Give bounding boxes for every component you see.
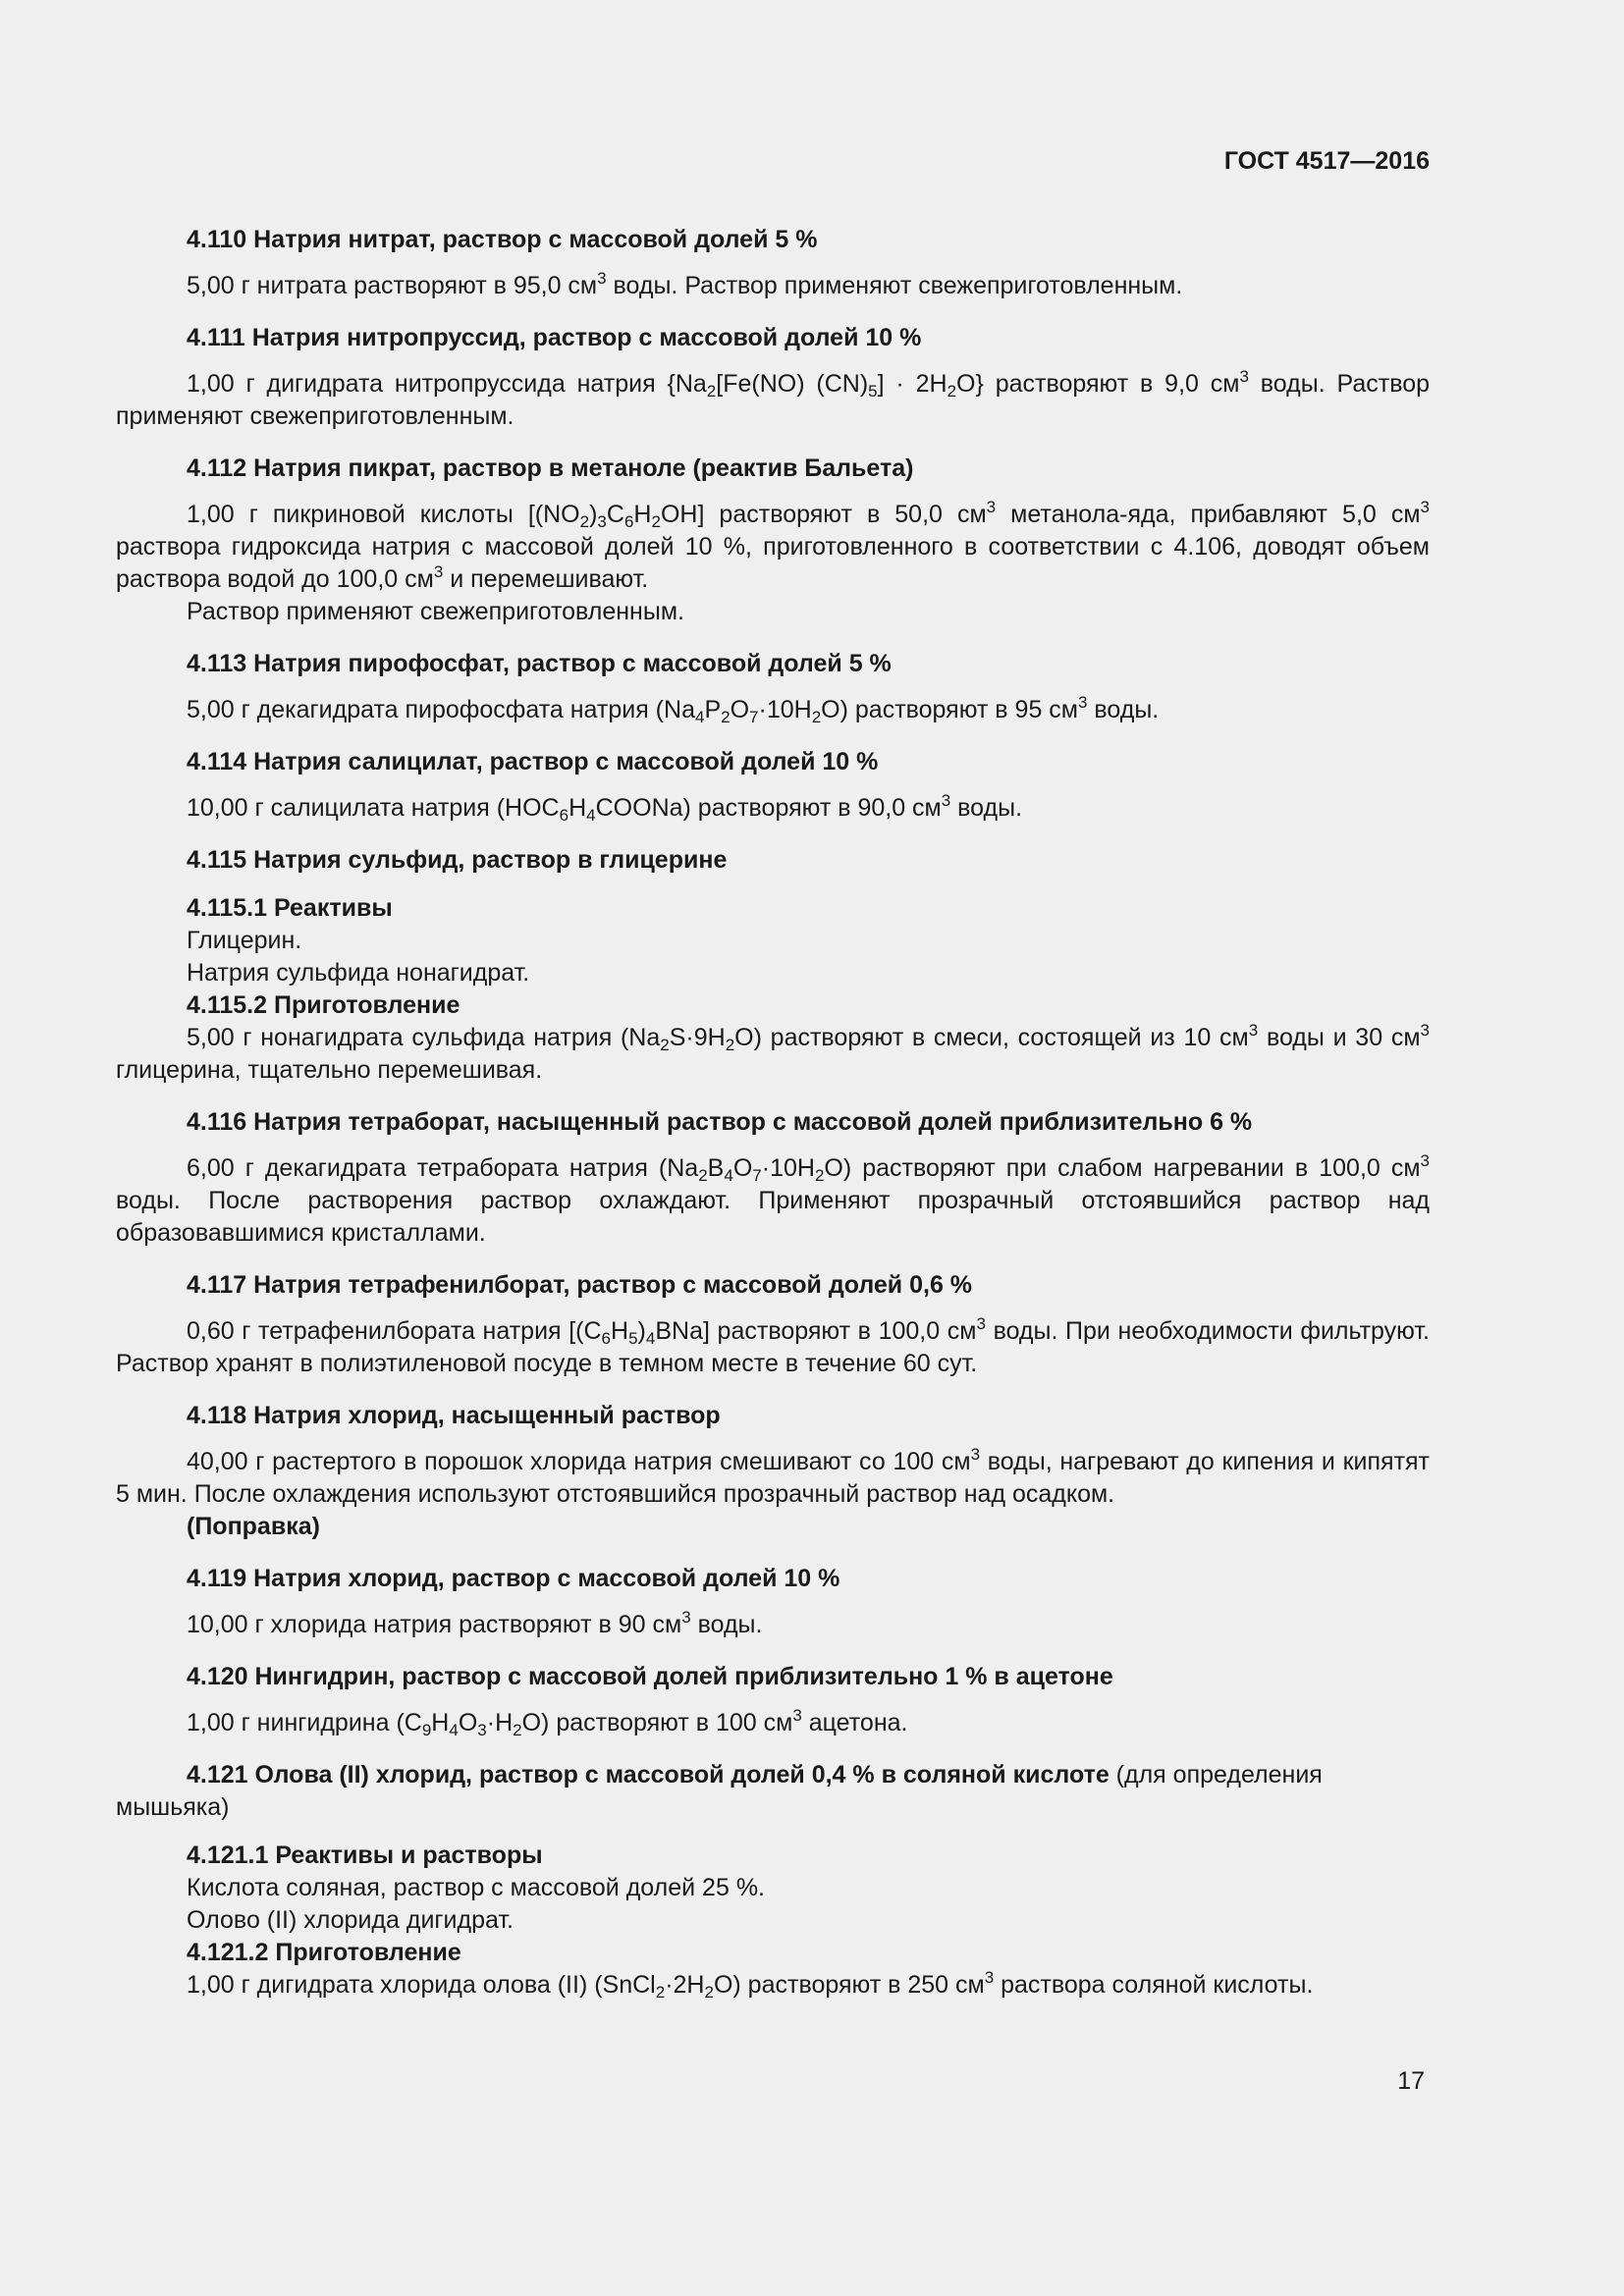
page-number: 17	[1397, 2067, 1425, 2095]
section-note-4-112: Раствор применяют свежеприготовленным.	[187, 598, 684, 625]
section-text-4-112: 1,00 г пикриновой кислоты $[(NO_2)_3C_6H_2OH]$ растворяют в 50,0 $см^3$ метанола-яда, прибавляют 5,0 $см^3$ раствора гидроксида натрия с массовой долей 10 %, приготовленного в соответствии с 4.106, доводят объем раствора водой до 100,0 $см^3$ и перемешивают.	[116, 498, 1430, 593]
section-heading-4-120: 4.120 Нингидрин, раствор с массовой долей приблизительно 1 % в ацетоне	[187, 1663, 1113, 1690]
section-text-4-110: 5,00 г нитрата растворяют в 95,0 $см^3$ воды. Раствор применяют свежеприготовленным.	[187, 269, 1183, 299]
section-text-4-118: 40,00 г растертого в порошок хлорида натрия смешивают со 100 $см^3$ воды, нагревают до кипения и кипятят 5 мин. После охлаждения используют отстоявшийся прозрачный раствор над осадком.	[116, 1445, 1431, 1508]
document-header: ГОСТ 4517—2016	[1223, 147, 1430, 175]
list-item: Кислота соляная, раствор с массовой долей 25 %.	[187, 1874, 765, 1901]
section-text-4-117: 0,60 г тетрафенилбората натрия $[(C_6H_5)_4BNa]$ растворяют в 100,0 $см^3$ воды. При необходимости фильтруют. Раствор хранят в полиэтиленовой посуде в темном месте в течение 60 сут.	[116, 1314, 1430, 1377]
subsection-heading-4-121-2: 4.121.2 Приготовление	[187, 1939, 461, 1966]
section-text-4-119: 10,00 г хлорида натрия растворяют в 90 $см^3$ воды.	[187, 1608, 763, 1638]
subsection-heading-4-121-1: 4.121.1 Реактивы и растворы	[187, 1842, 543, 1869]
section-heading-4-114: 4.114 Натрия салицилат, раствор с массовой долей 10 %	[187, 748, 879, 775]
section-heading-4-121: 4.121 Олова (II) хлорид, раствор с массовой долей 0,4 % в соляной кислоте (для определения мышьяка)	[116, 1761, 1323, 1821]
section-text-4-111: 1,00 г дигидрата нитропруссида натрия $\{Na_2[Fe(NO) (CN)_5] \cdot 2H_2O\}$ растворяют в 9,0 $см^3$ воды. Раствор применяют свежеприготовленным.	[116, 367, 1431, 430]
section-text-4-114: 10,00 г салицилата натрия $(HOC_6H_4COONa)$ растворяют в 90,0 $см^3$ воды.	[187, 791, 1023, 825]
section-heading-4-112: 4.112 Натрия пикрат, раствор в метаноле (реактив Бальета)	[187, 454, 914, 482]
list-item: Натрия сульфида нонагидрат.	[187, 959, 530, 987]
section-text-4-113: 5,00 г декагидрата пирофосфата натрия $(Na_4P_2O_7\cdot 10H_2O)$ растворяют в 95 $см^3$ воды.	[187, 693, 1160, 726]
section-text-4-120: 1,00 г нингидрина $(C_9H_4O_3\cdot H_2O)$ растворяют в 100 $см^3$ ацетона.	[187, 1706, 908, 1739]
section-heading-4-111: 4.111 Натрия нитропруссид, раствор с массовой долей 10 %	[187, 324, 922, 351]
section-heading-4-117: 4.117 Натрия тетрафенилборат, раствор с массовой долей 0,6 %	[187, 1271, 973, 1299]
section-heading-4-118: 4.118 Натрия хлорид, насыщенный раствор	[187, 1402, 721, 1429]
section-text-4-116: 6,00 г декагидрата тетрабората натрия $(Na_2B_4O_7\cdot 10H_2O)$ растворяют при слабом нагревании в 100,0 $см^3$ воды. После растворения раствор охлаждают. Применяют прозрачный отстоявшийся раствор над образовавшимися кристаллами.	[116, 1151, 1430, 1247]
list-item: Глицерин.	[187, 927, 302, 954]
section-text-4-115: 5,00 г нонагидрата сульфида натрия $(Na_2S\cdot 9H_2O)$ растворяют в смеси, состоящей из 10 $см^3$ воды и 30 $см^3$ глицерина, тщательно перемешивая.	[116, 1021, 1430, 1084]
section-heading-4-116: 4.116 Натрия тетраборат, насыщенный раствор с массовой долей приблизительно 6 %	[187, 1108, 1253, 1136]
section-text-4-121: 1,00 г дигидрата хлорида олова (II) $(SnCl_2\cdot 2H_2O)$ растворяют в 250 $см^3$ раствора соляной кислоты.	[187, 1968, 1314, 2002]
section-heading-4-119: 4.119 Натрия хлорид, раствор с массовой долей 10 %	[187, 1565, 840, 1592]
section-heading-4-115: 4.115 Натрия сульфид, раствор в глицерине	[187, 846, 728, 874]
section-heading-4-110: 4.110 Натрия нитрат, раствор с массовой долей 5 %	[187, 226, 818, 253]
amendment-note: (Поправка)	[187, 1513, 320, 1540]
subsection-heading-4-115-2: 4.115.2 Приготовление	[187, 991, 460, 1019]
subsection-heading-4-115-1: 4.115.1 Реактивы	[187, 894, 393, 922]
document-body	[116, 224, 1430, 2002]
section-heading-4-113: 4.113 Натрия пирофосфат, раствор с массовой долей 5 %	[187, 650, 892, 677]
list-item: Олово (II) хлорида дигидрат.	[187, 1906, 514, 1934]
